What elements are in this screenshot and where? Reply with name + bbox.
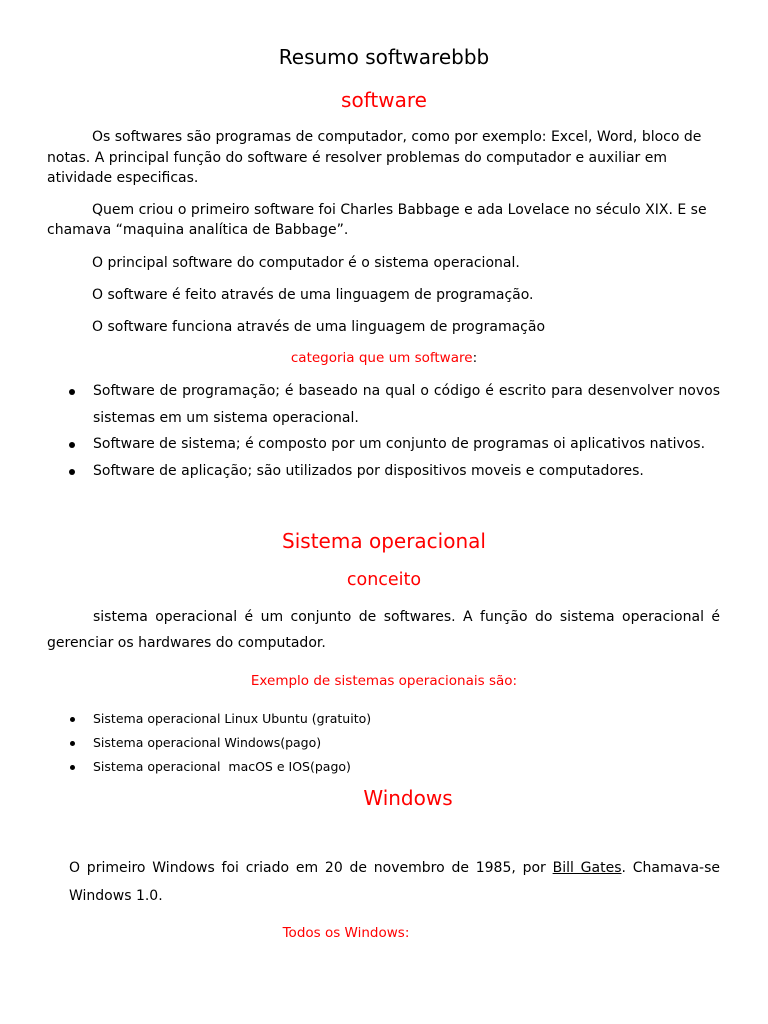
categories-label-text: categoria que um software: [290, 350, 473, 366]
bullet-icon: [70, 717, 75, 722]
software-para4: O software é feito através de uma linguagem de programação.: [92, 287, 534, 303]
os-para-line1: sistema operacional é um conjunto de softwares. A função do sistema operacional é: [93, 609, 720, 625]
software-para3: O principal software do computador é o sistema operacional.: [92, 255, 520, 271]
bullet-icon: [70, 741, 75, 746]
all-windows-label: Todos os Windows:: [282, 925, 410, 941]
os-heading: Sistema operacional: [282, 529, 486, 553]
software-categories-label: [0, 350, 768, 366]
software-para1-line3: atividade especificas.: [47, 170, 199, 186]
os-example-3: Sistema operacional macOS e IOS(pago): [93, 759, 351, 774]
software-category-1-line1: Software de programação; é baseado na qual o código é escrito para desenvolver novos: [93, 383, 720, 399]
os-example-2: Sistema operacional Windows(pago): [93, 735, 322, 750]
os-subheading: conceito: [346, 570, 422, 590]
bill-gates-link[interactable]: Bill Gates: [552, 860, 622, 876]
windows-para-line1-pre: O primeiro Windows foi criado em 20 de novembro de 1985, por: [69, 860, 546, 876]
software-para2-line1: Quem criou o primeiro software foi Charles Babbage e ada Lovelace no século XIX. E se: [92, 202, 707, 218]
windows-para-line2: Windows 1.0.: [69, 888, 163, 904]
bullet-icon: [69, 389, 75, 395]
software-para2-line2: chamava “maquina analítica de Babbage”.: [47, 222, 349, 238]
software-para1-line2: notas. A principal função do software é resolver problemas do computador e auxiliar em: [47, 150, 667, 166]
os-para-line2: gerenciar os hardwares do computador.: [47, 635, 326, 651]
bullet-icon: [69, 469, 75, 475]
software-category-2: Software de sistema; é composto por um conjunto de programas oi aplicativos nativos.: [93, 436, 706, 452]
bullet-icon: [69, 442, 75, 448]
software-category-1-line2: sistemas em um sistema operacional.: [93, 410, 359, 426]
os-examples-label: Exemplo de sistemas operacionais são:: [250, 673, 518, 689]
os-example-1: Sistema operacional Linux Ubuntu (gratuito): [93, 711, 372, 726]
software-category-3: Software de aplicação; são utilizados por dispositivos moveis e computadores.: [93, 463, 644, 479]
windows-para-line1: [69, 858, 720, 879]
document-title: Resumo softwarebbb: [278, 45, 490, 69]
software-para5: O software funciona através de uma linguagem de programação: [92, 319, 546, 335]
categories-label-colon: :: [472, 350, 478, 366]
software-para1-line1: Os softwares são programas de computador, como por exemplo: Excel, Word, bloco de: [92, 129, 702, 145]
bullet-icon: [70, 765, 75, 770]
windows-heading: Windows: [363, 786, 453, 810]
windows-para-line1-post: . Chamava-se: [621, 860, 721, 876]
software-heading: software: [341, 88, 427, 112]
